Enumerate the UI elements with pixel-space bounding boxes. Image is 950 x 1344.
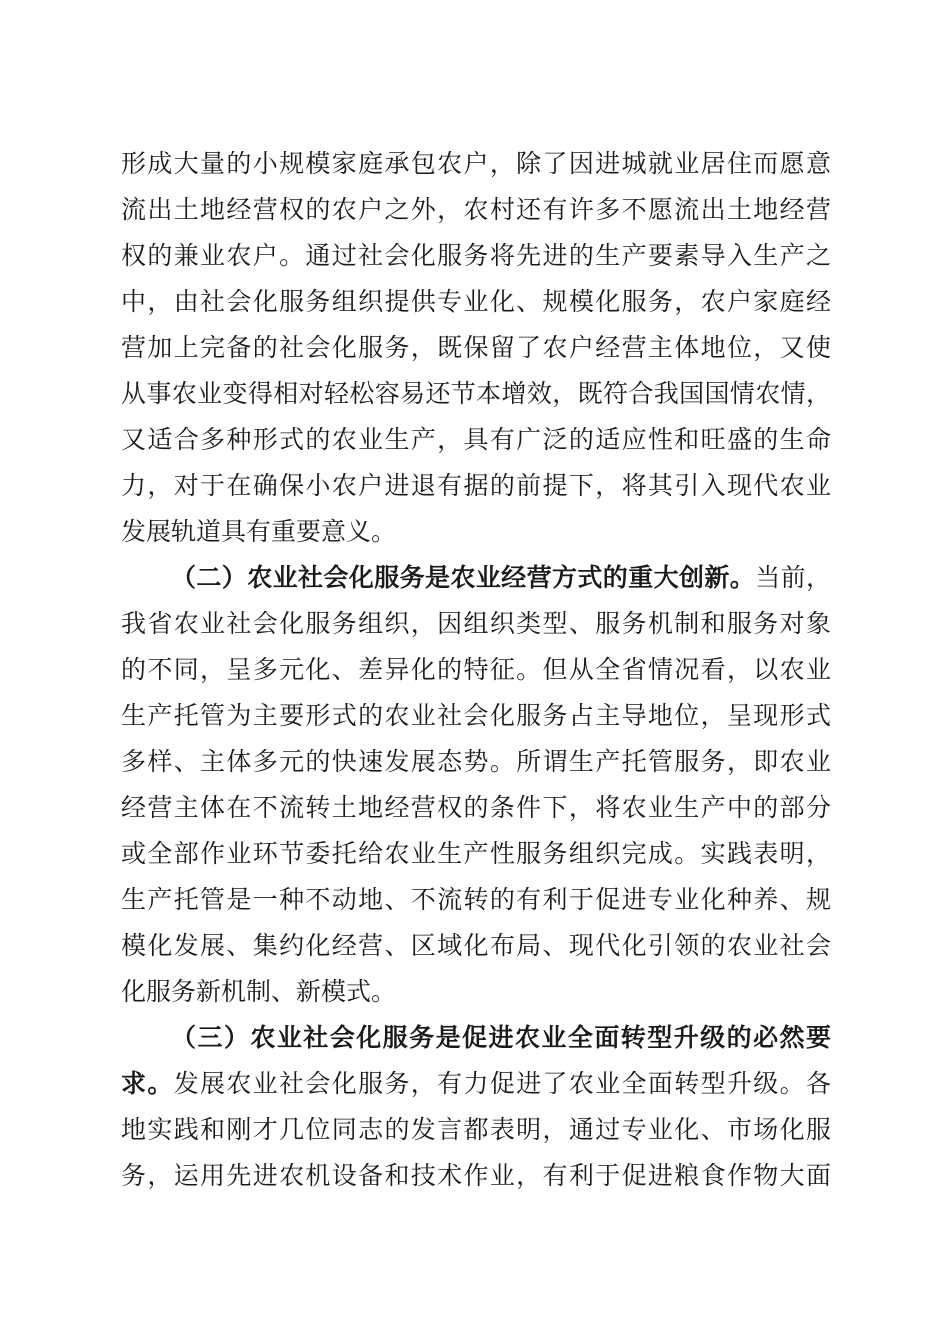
heading-tail-text: 当前，: [755, 563, 831, 592]
paragraph-line: 地实践和刚才几位同志的发言都表明，通过专业化、市场化服: [121, 1115, 831, 1144]
paragraph-line: 或全部作业环节委托给农业生产性服务组织完成。实践表明，: [121, 839, 831, 868]
paragraph-line: 流出土地经营权的农户之外，农村还有许多不愿流出土地经营: [121, 195, 831, 224]
paragraph-line: 经营主体在不流转土地经营权的条件下，将农业生产中的部分: [121, 793, 831, 822]
section-heading-line: [171, 554, 831, 602]
paragraph-line: 生产托管是一种不动地、不流转的有利于促进专业化种养、规: [121, 885, 831, 914]
section-heading-line: [171, 1014, 831, 1062]
paragraph-line: 务，运用先进农机设备和技术作业，有利于促进粮食作物大面: [121, 1161, 831, 1190]
paragraph-line: 力，对于在确保小农户进退有据的前提下，将其引入现代农业: [121, 471, 831, 500]
paragraph-line: 我省农业社会化服务组织，因组织类型、服务机制和服务对象: [121, 609, 831, 638]
paragraph-line: 又适合多种形式的农业生产，具有广泛的适应性和旺盛的生命: [121, 425, 831, 454]
paragraph-line: 多样、主体多元的快速发展态势。所谓生产托管服务，即农业: [121, 747, 831, 776]
paragraph-line: 形成大量的小规模家庭承包农户，除了因进城就业居住而愿意: [121, 149, 831, 178]
paragraph-line: 发展轨道具有重要意义。: [121, 517, 397, 546]
paragraph-line: 营加上完备的社会化服务，既保留了农户经营主体地位，又使: [121, 333, 831, 362]
paragraph-line: 的不同，呈多元化、差异化的特征。但从全省情况看，以农业: [121, 655, 831, 684]
heading-tail-text: 发展农业社会化服务，有力促进了农业全面转型升级。各: [173, 1069, 831, 1098]
paragraph-line: 模化发展、集约化经营、区域化布局、现代化引领的农业社会: [121, 931, 831, 960]
paragraph-line: 从事农业变得相对轻松容易还节本增效，既符合我国国情农情，: [121, 379, 831, 408]
section-heading: （二）农业社会化服务是农业经营方式的重大创新。: [171, 563, 756, 592]
paragraph-line: 权的兼业农户。通过社会化服务将先进的生产要素导入生产之: [121, 241, 831, 270]
section-heading: （三）农业社会化服务是促进农业全面转型升级的必然要: [171, 1023, 831, 1052]
section-heading-continuation: [121, 1060, 831, 1108]
paragraph-line: 化服务新机制、新模式。: [121, 977, 397, 1006]
paragraph-line: 生产托管为主要形式的农业社会化服务占主导地位，呈现形式: [121, 701, 831, 730]
section-heading-end: 求。: [121, 1069, 174, 1098]
paragraph-line: 中，由社会化服务组织提供专业化、规模化服务，农户家庭经: [121, 287, 831, 316]
